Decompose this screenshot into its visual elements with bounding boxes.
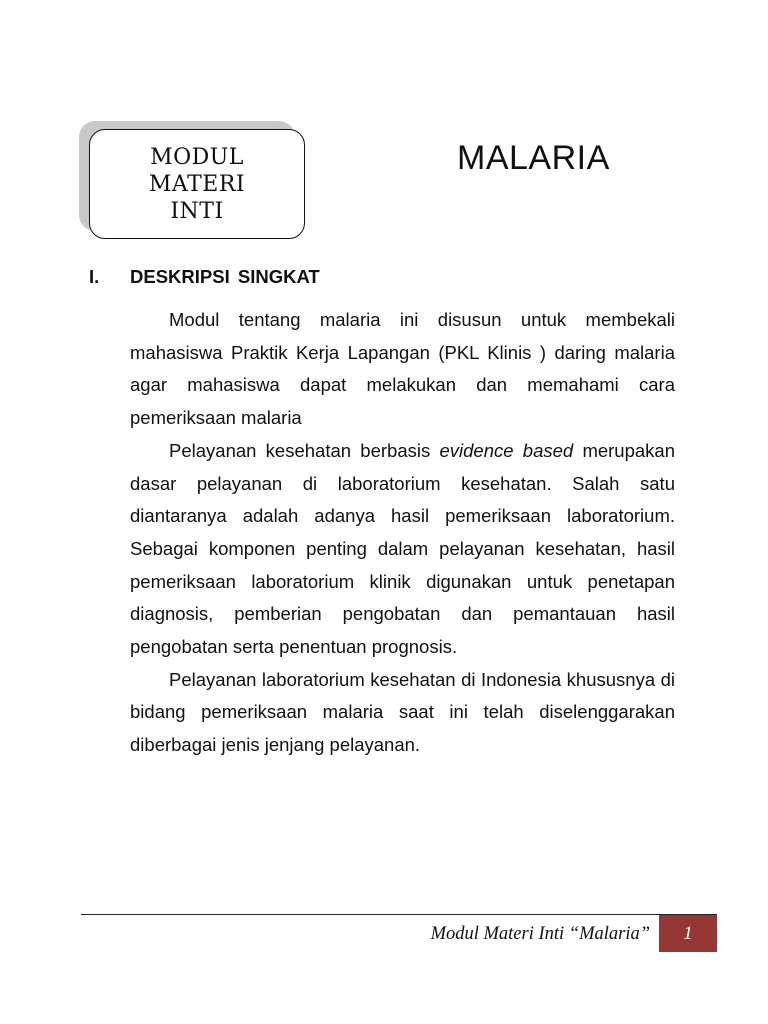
page-number-box — [659, 915, 717, 952]
badge-line-1: MODUL — [150, 144, 244, 170]
paragraph-2 — [130, 435, 675, 664]
paragraph-3: Pelayanan laboratorium kesehatan di Indonesia khususnya di bidang pemeriksaan malaria saat ini telah diselenggarakan diberbagai jenis jenjang pelayanan. — [130, 668, 675, 756]
module-badge — [89, 129, 305, 239]
paragraph-2-rest: merupakan dasar pelayanan di laboratorium kesehatan. Salah satu diantaranya adalah adanya hasil pemeriksaan laboratorium. Sebagai komponen penting dalam pelayanan kesehatan, hasil pemeriksaan laboratorium klinik digunakan untuk penetapan diagnosis, pemberian pengobatan dan pemantauan hasil pengobatan serta penentuan prognosis. — [130, 439, 676, 658]
footer-label: Modul Materi Inti “Malaria” — [430, 924, 650, 944]
paragraph-2-italic: evidence based — [439, 439, 574, 461]
paragraph-1: Modul tentang malaria ini disusun untuk membekali mahasiswa Praktik Kerja Lapangan (PKL Klinis ) daring malaria agar mahasiswa dapat melakukan dan memahami cara pemeriksaan malaria — [130, 309, 675, 429]
page-number: 1 — [683, 922, 693, 944]
badge-line-2: MATERI — [148, 171, 246, 197]
badge-line-3: INTI — [170, 198, 224, 224]
document-title: MALARIA — [457, 139, 610, 177]
footer-divider — [81, 914, 717, 915]
section-heading-text: DESKRIPSI SINGKAT — [130, 266, 320, 287]
paragraph-2-start: Pelayanan kesehatan berbasis — [169, 439, 440, 461]
section-number: I. — [89, 266, 100, 287]
section-body — [130, 304, 675, 762]
